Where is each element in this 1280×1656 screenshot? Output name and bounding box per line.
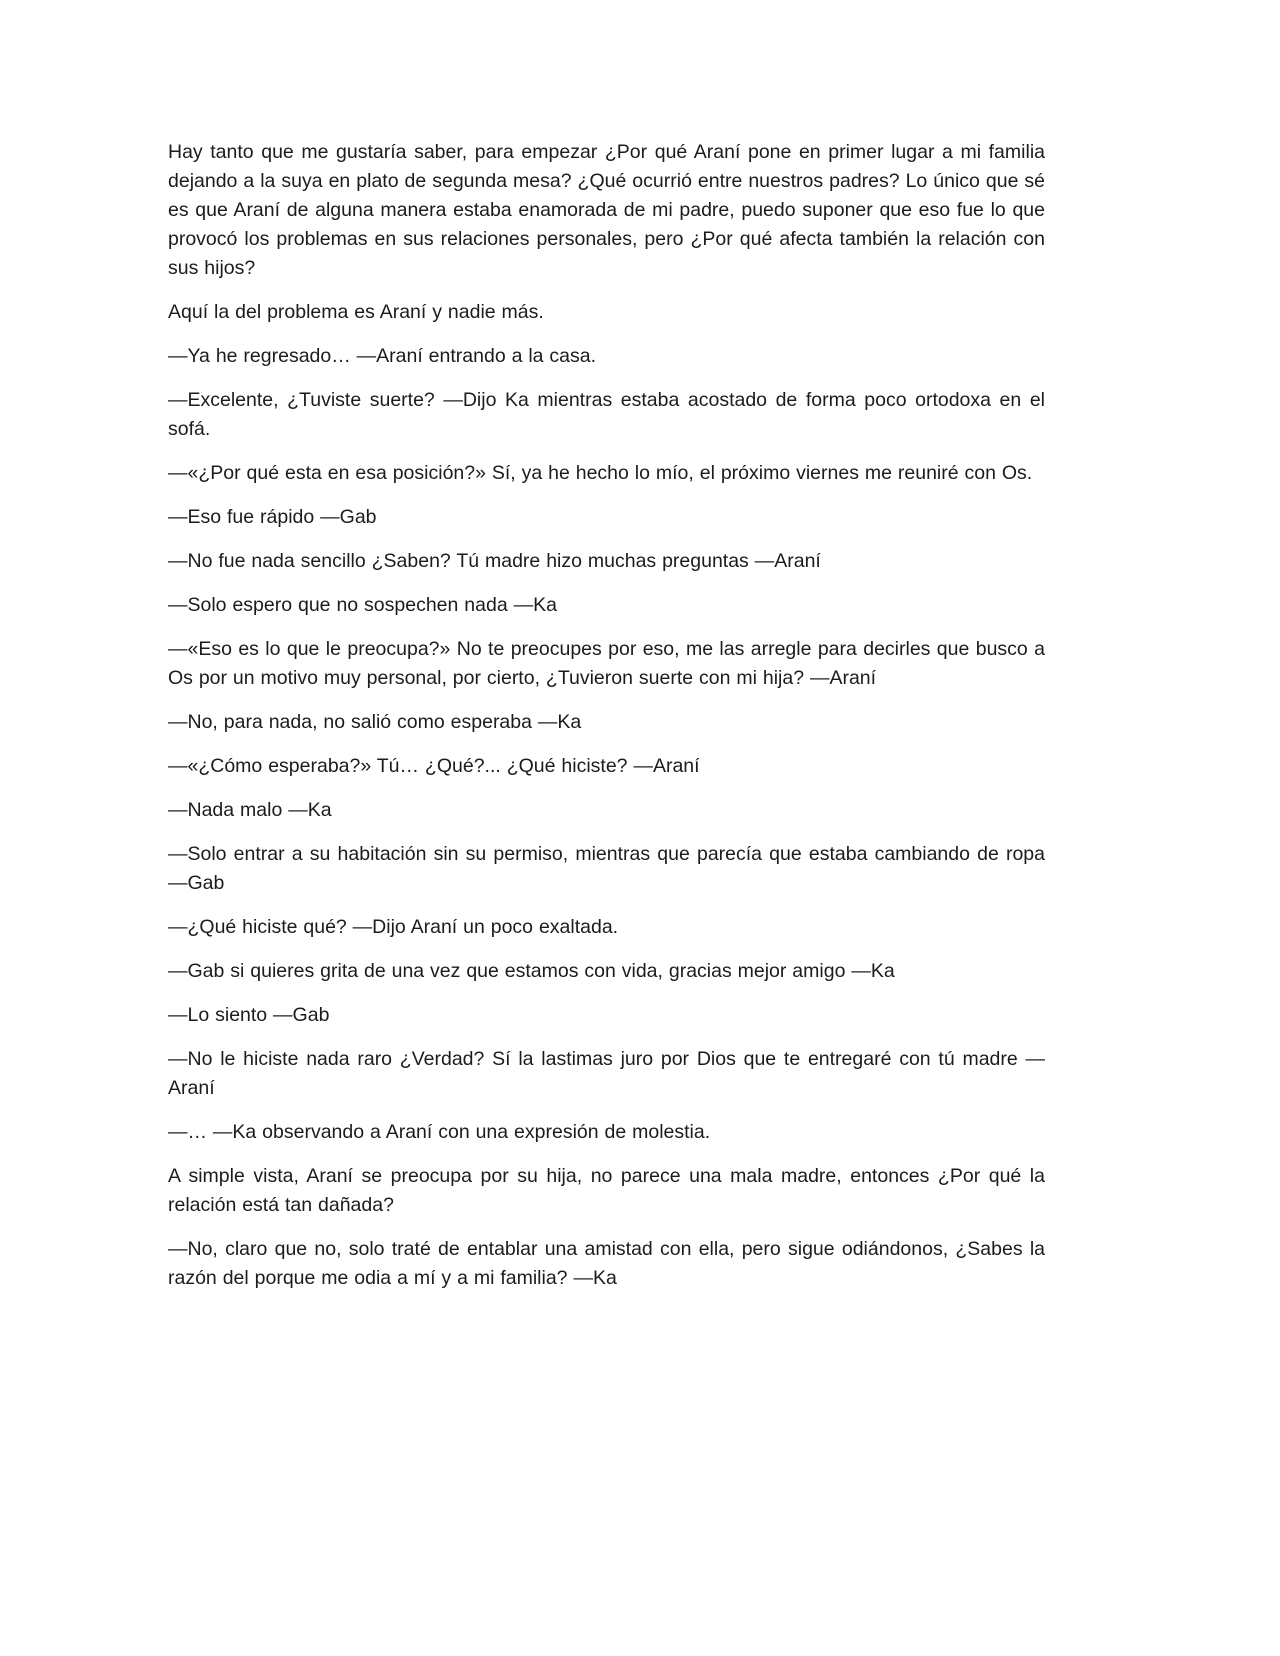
- paragraph-narration-1: Hay tanto que me gustaría saber, para empezar ¿Por qué Araní pone en primer lugar a mi familia dejando a la suya en plato de segunda mesa? ¿Qué ocurrió entre nuestros padres? Lo único que sé es que Araní de alguna manera estaba enamorada de mi padre, puedo suponer que eso fue lo que provocó los problemas en sus relaciones personales, pero ¿Por qué afecta también la relación con sus hijos?: [168, 141, 1045, 279]
- paragraph-dialogue-3: —«¿Por qué esta en esa posición?» Sí, ya he hecho lo mío, el próximo viernes me reuniré con Os.: [168, 462, 1033, 484]
- paragraph-dialogue-15: —No le hiciste nada raro ¿Verdad? Sí la lastimas juro por Dios que te entregaré con tú madre —Araní: [168, 1048, 1045, 1099]
- paragraph-dialogue-14: —Lo siento —Gab: [168, 1004, 330, 1026]
- paragraph-dialogue-16: —… —Ka observando a Araní con una expresión de molestia.: [168, 1121, 711, 1143]
- paragraph-dialogue-10: —Nada malo —Ka: [168, 799, 332, 821]
- paragraph-dialogue-13: —Gab si quieres grita de una vez que estamos con vida, gracias mejor amigo —Ka: [168, 960, 895, 982]
- paragraph-dialogue-7: —«Eso es lo que le preocupa?» No te preocupes por eso, me las arregle para decirles que busco a Os por un motivo muy personal, por cierto, ¿Tuvieron suerte con mi hija? —Araní: [168, 638, 1045, 689]
- paragraph-dialogue-11: —Solo entrar a su habitación sin su permiso, mientras que parecía que estaba cambiando de ropa —Gab: [168, 843, 1045, 894]
- paragraph-dialogue-6: —Solo espero que no sospechen nada —Ka: [168, 594, 557, 616]
- paragraph-dialogue-2: —Excelente, ¿Tuviste suerte? —Dijo Ka mientras estaba acostado de forma poco ortodoxa en el sofá.: [168, 389, 1045, 440]
- paragraph-dialogue-8: —No, para nada, no salió como esperaba —Ka: [168, 711, 582, 733]
- paragraph-dialogue-5: —No fue nada sencillo ¿Saben? Tú madre hizo muchas preguntas —Araní: [168, 550, 821, 572]
- paragraph-dialogue-4: —Eso fue rápido —Gab: [168, 506, 377, 528]
- paragraph-dialogue-1: —Ya he regresado… —Araní entrando a la casa.: [168, 345, 597, 367]
- document-text-body: [168, 138, 1045, 1308]
- paragraph-narration-3: A simple vista, Araní se preocupa por su hija, no parece una mala madre, entonces ¿Por qué la relación está tan dañada?: [168, 1165, 1045, 1216]
- paragraph-dialogue-9: —«¿Cómo esperaba?» Tú… ¿Qué?... ¿Qué hiciste? —Araní: [168, 755, 700, 777]
- paragraph-dialogue-17: —No, claro que no, solo traté de entablar una amistad con ella, pero sigue odiándonos, ¿Sabes la razón del porque me odia a mí y a mi familia? —Ka: [168, 1238, 1045, 1289]
- paragraph-narration-2: Aquí la del problema es Araní y nadie más.: [168, 301, 544, 323]
- paragraph-dialogue-12: —¿Qué hiciste qué? —Dijo Araní un poco exaltada.: [168, 916, 619, 938]
